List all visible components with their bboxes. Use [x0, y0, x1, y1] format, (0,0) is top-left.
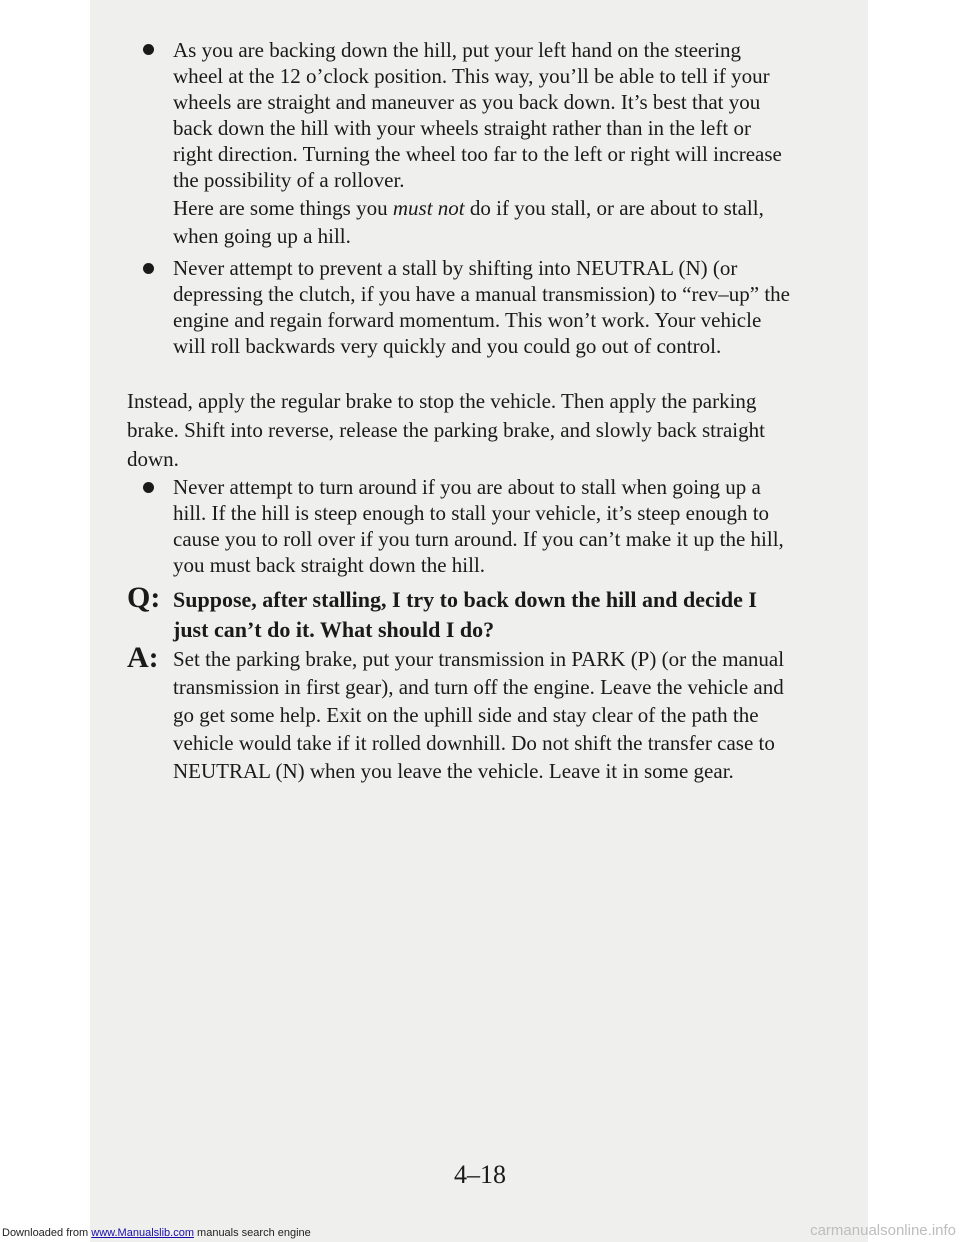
answer-marker: A: [127, 641, 159, 674]
must-not-intro: Here are some things you must not do if you stall, or are about to stall, when going up a hill. [173, 196, 764, 248]
answer-text: Set the parking brake, put your transmission in PARK (P) (or the manual transmission in first gear), and turn off the engine. Leave the vehicle and go get some help. Exit on the uphill side and stay clear of the path the vehicle would take if it rolled downhill. Do not shift the transfer case to NEUTRAL (N) when you leave the vehicle. Leave it in some gear. [173, 647, 785, 783]
watermark-text: carmanualsonline.info [810, 1222, 956, 1239]
download-footer: Downloaded from www.Manualslib.com manuals search engine [2, 1227, 311, 1239]
bullet-turn-around: Never attempt to turn around if you are about to stall when going up a hill. If the hill is steep enough to stall your vehicle, it’s steep enough to cause you to roll over if you turn around. If you can’t make it up the hill, you must back straight down the hill. [173, 475, 784, 577]
bullet-marker [143, 482, 154, 493]
question-marker: Q: [127, 581, 161, 614]
manualslib-link[interactable]: www.Manualslib.com [91, 1227, 194, 1239]
bullet-marker [143, 44, 154, 55]
question-text: Suppose, after stalling, I try to back down the hill and decide I just can’t do it. What should I do? [173, 587, 757, 642]
bullet-backing-down: As you are backing down the hill, put your left hand on the steering wheel at the 12 o’clock position. This way, you’ll be able to tell if your wheels are straight and maneuver as you back down. It’s best that you back down the hill with your wheels straight rather than in the left or right direction. Turning the wheel too far to the left or right will increase the possibility of a rollover. [173, 38, 782, 192]
bullet-marker [143, 263, 154, 274]
instead-paragraph: Instead, apply the regular brake to stop the vehicle. Then apply the parking brake. Shift into reverse, release the parking brake, and slowly back straight down. [127, 389, 765, 471]
must-not-emphasis: must not [392, 196, 465, 220]
bullet-neutral-stall: Never attempt to prevent a stall by shifting into NEUTRAL (N) (or depressing the clutch, if you have a manual transmission) to “rev–up” the engine and regain forward momentum. This won’t work. Your vehicle will roll backwards very quickly and you could go out of control. [173, 256, 790, 358]
page-number: 4–18 [454, 1160, 506, 1189]
